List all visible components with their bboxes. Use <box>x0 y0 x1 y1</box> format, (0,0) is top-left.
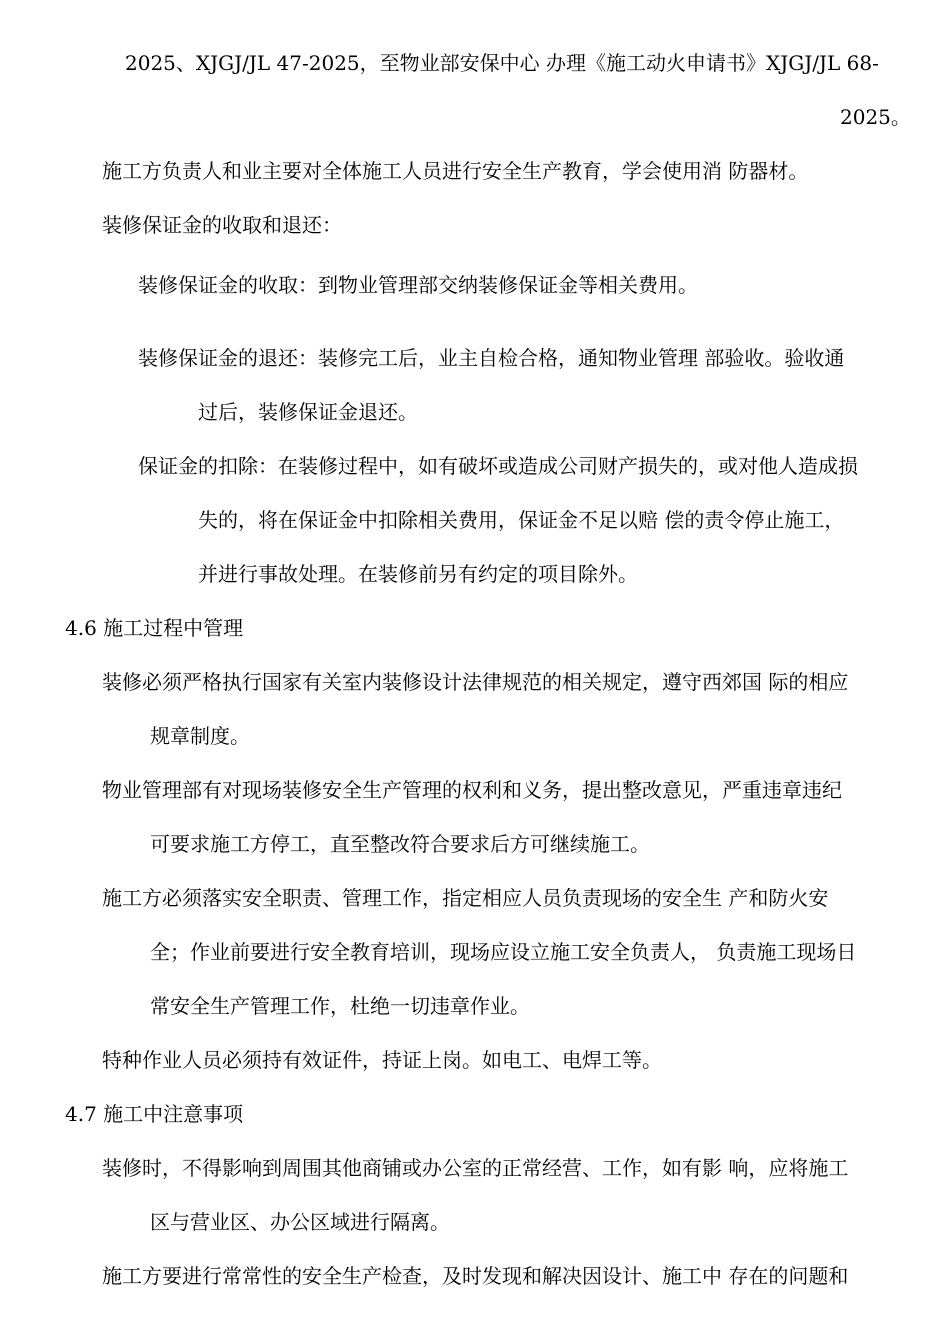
text-line: 施工方必须落实安全职责、管理工作，指定相应人员负责现场的安全生 产和防火安 <box>102 886 829 910</box>
text-line: 区与营业区、办公区域进行隔离。 <box>150 1210 450 1234</box>
section-heading: 4.7 施工中注意事项 <box>65 1102 244 1126</box>
text-line: 特种作业人员必须持有效证件，持证上岗。如电工、电焊工等。 <box>102 1048 662 1072</box>
text-line: 施工方要进行常常性的安全生产检查，及时发现和解决因设计、施工中 存在的问题和 <box>102 1264 849 1288</box>
text-line: 保证金的扣除：在装修过程中，如有破坏或造成公司财产损失的，或对他人造成损 <box>138 454 858 478</box>
text-line: 并进行事故处理。在装修前另有约定的项目除外。 <box>198 562 638 586</box>
text-line: 2025、XJGJ/JL 47-2025，至物业部安保中心 办理《施工动火申请书》XJGJ/JL 68- <box>125 51 879 75</box>
section-heading: 4.6 施工过程中管理 <box>65 616 244 640</box>
text-line: 装修保证金的退还：装修完工后，业主自检合格，通知物业管理 部验收。验收通 <box>138 346 845 370</box>
text-line: 2025。 <box>840 105 911 129</box>
section-heading: 装修保证金的收取和退还： <box>102 213 342 237</box>
text-line: 常安全生产管理工作，杜绝一切违章作业。 <box>150 994 530 1018</box>
text-line: 过后，装修保证金退还。 <box>198 400 418 424</box>
text-line: 可要求施工方停工，直至整改符合要求后方可继续施工。 <box>150 832 650 856</box>
text-line: 物业管理部有对现场装修安全生产管理的权利和义务，提出整改意见，严重违章违纪 <box>102 778 842 802</box>
text-line: 规章制度。 <box>150 724 250 748</box>
text-line: 装修保证金的收取：到物业管理部交纳装修保证金等相关费用。 <box>138 273 698 297</box>
text-line: 施工方负责人和业主要对全体施工人员进行安全生产教育，学会使用消 防器材。 <box>102 159 809 183</box>
text-line: 装修必须严格执行国家有关室内装修设计法律规范的相关规定，遵守西郊国 际的相应 <box>102 670 849 694</box>
text-line: 装修时，不得影响到周围其他商铺或办公室的正常经营、工作，如有影 响，应将施工 <box>102 1156 849 1180</box>
text-line: 失的，将在保证金中扣除相关费用，保证金不足以赔 偿的责令停止施工， <box>198 508 845 532</box>
text-line: 全；作业前要进行安全教育培训，现场应设立施工安全负责人， 负责施工现场日 <box>150 940 857 964</box>
